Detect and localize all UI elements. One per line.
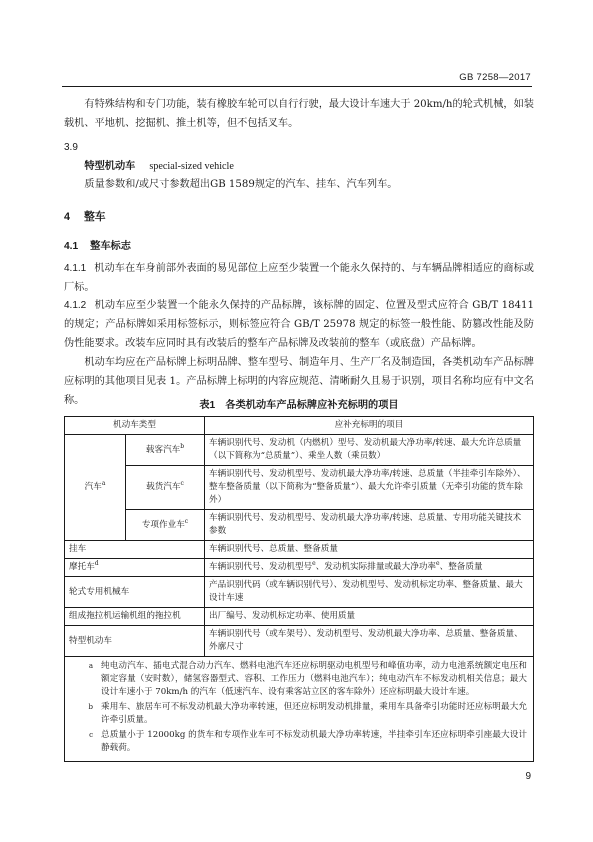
table-header-row: [65, 417, 534, 435]
note-ref: b: [88, 703, 93, 711]
header-rule: [62, 86, 532, 87]
section-4-1-heading: [64, 237, 534, 256]
cell-oversize-vehicle-items: 车辆识别代号（或车架号）、发动机型号、发动机最大净功率、总质量、整备质量、外廓尺寸: [205, 626, 534, 657]
section-4-number: 4: [64, 211, 71, 223]
header-required-items: 应补充标明的项目: [205, 417, 534, 435]
clause-4-1-2-text: 机动车应至少装置一个能永久保持的产品标牌，该标牌的固定、位置及型式应符合 GB/T 18411 的规定；产品标牌如采用标签标示，则标签应符合 GB/T 25978 规定的标签一般性能、防篡改性能及防伪性能要求。改装车应同时具有改装后的整车产品标牌及改装前的整车（或底盘）产品标牌。: [64, 300, 534, 349]
table-note: [71, 729, 527, 755]
cell-wheeled-machinery: 轮式专用机械车: [65, 577, 205, 608]
clause-4-1-2-number: 4.1.2: [64, 300, 87, 311]
continued-paragraph: 有特殊结构和专门功能，装有橡胶车轮可以自行行驶，最大设计车速大于 20km/h的轮式机械，如装载机、平地机、挖掘机、推土机等，但不包括叉车。: [64, 99, 534, 129]
cell-special: 专项作业车$^c$: [126, 510, 205, 541]
table-1: [64, 416, 534, 762]
table-row: [65, 577, 534, 608]
table-row: [65, 510, 534, 541]
table-row: [65, 541, 534, 559]
table-note: [71, 701, 527, 727]
clause-4-1-1-number: 4.1.1: [64, 263, 87, 274]
note-text: 纯电动汽车、插电式混合动力汽车、燃料电池汽车还应标明驱动电机型号和峰值功率，动力电池系统额定电压和额定容量（安时数），储氢容器型式、容积、工作压力（燃料电池汽车）；纯电动汽车不标发动机相关信息；最大设计车速小于 70km/h 的汽车（低速汽车、设有乘客站立区的客车除外）还应标明最大设计车速。: [101, 661, 527, 697]
cell-trailer-items: 车辆识别代号、总质量、整备质量: [205, 541, 534, 559]
cell-trailer: 挂车: [65, 541, 205, 559]
clause-3-9-number: 3.9: [64, 142, 78, 153]
cell-truck-items: 车辆识别代号、发动机型号、发动机最大净功率/转速、总质量（半挂牵引车除外）、整车整备质量（以下简称为“整备质量”）、最大允许牵引质量（无牵引功能的货车除外）: [205, 466, 534, 510]
term-3-9-cn: 特型机动车: [84, 161, 136, 172]
table-row: [65, 435, 534, 466]
clause-4-1-2-paragraph-2: 机动车均应在产品标牌上标明品牌、整车型号、制造年月、生产厂名及制造国，各类机动车产品标牌应标明的其他项目见表 1。产品标牌上标明的内容应规范、清晰耐久且易于识别，项目名称均应有中文名称。: [64, 357, 534, 406]
cell-tractor-items: 出厂编号、发动机标定功率、使用质量: [205, 608, 534, 626]
note-ref: a: [88, 662, 93, 670]
term-3-9: [64, 157, 534, 176]
table-notes: [65, 657, 534, 762]
cell-truck: 载货汽车$^c$: [126, 466, 205, 510]
table-row: [65, 626, 534, 657]
cell-bus: 载客汽车$^b$: [126, 435, 205, 466]
cell-car: 汽车$^a$: [65, 435, 126, 541]
term-3-9-definition: 质量参数和/或尺寸参数超出GB 1589规定的汽车、挂车、汽车列车。: [84, 179, 398, 190]
section-4-title: 整车: [84, 211, 106, 223]
note-text: 乘用车、旅居车可不标发动机最大净功率转速，但还应标明发动机排量，乘用车具备牵引功能时还应标明最大允许牵引质量。: [101, 702, 527, 725]
section-4-1-number: 4.1: [64, 241, 79, 252]
note-text: 总质量小于 12000kg 的货车和专项作业车可不标发动机最大净功率转速，半挂牵引车还应标明牵引座最大设计静载荷。: [101, 730, 527, 753]
note-ref: c: [89, 731, 93, 739]
header-vehicle-type: 机动车类型: [65, 417, 205, 435]
table-notes-row: [65, 657, 534, 762]
cell-tractor: 组成拖拉机运输机组的拖拉机: [65, 608, 205, 626]
clause-4-1-1-text: 机动车在车身前部外表面的易见部位上应至少装置一个能永久保持的、与车辆品牌相适应的商标或厂标。: [64, 263, 534, 293]
standard-number: GB 7258—2017: [459, 72, 531, 83]
cell-wheeled-machinery-items: 产品识别代码（或车辆识别代号）、发动机型号、发动机标定功率、整备质量、最大设计车速: [205, 577, 534, 608]
section-4-1-title: 整车标志: [90, 241, 131, 252]
table-row: [65, 608, 534, 626]
cell-oversize-vehicle: 特型机动车: [65, 626, 205, 657]
term-3-9-en: special-sized vehicle: [149, 161, 234, 172]
section-4-heading: [64, 208, 534, 227]
table-1-title: 表1 各类机动车产品标牌应补充标明的项目: [199, 400, 399, 411]
clause-4-1-1: [64, 259, 534, 297]
cell-motorcycle-items: 车辆识别代号、发动机型号$^e$、发动机实际排量或最大净功率$^e$、整备质量: [205, 559, 534, 577]
table-row: [65, 466, 534, 510]
clause-4-1-2: [64, 296, 534, 353]
cell-bus-items: 车辆识别代号、发动机（内燃机）型号、发动机最大净功率/转速、最大允许总质量（以下简称为“总质量”）、乘坐人数（乘员数）: [205, 435, 534, 466]
page-number: 9: [525, 771, 531, 782]
table-row: [65, 559, 534, 577]
table-note: [71, 660, 527, 699]
cell-special-items: 车辆识别代号、发动机型号、发动机最大净功率/转速、总质量、专用功能关键技术参数: [205, 510, 534, 541]
cell-motorcycle: 摩托车$^d$: [65, 559, 205, 577]
